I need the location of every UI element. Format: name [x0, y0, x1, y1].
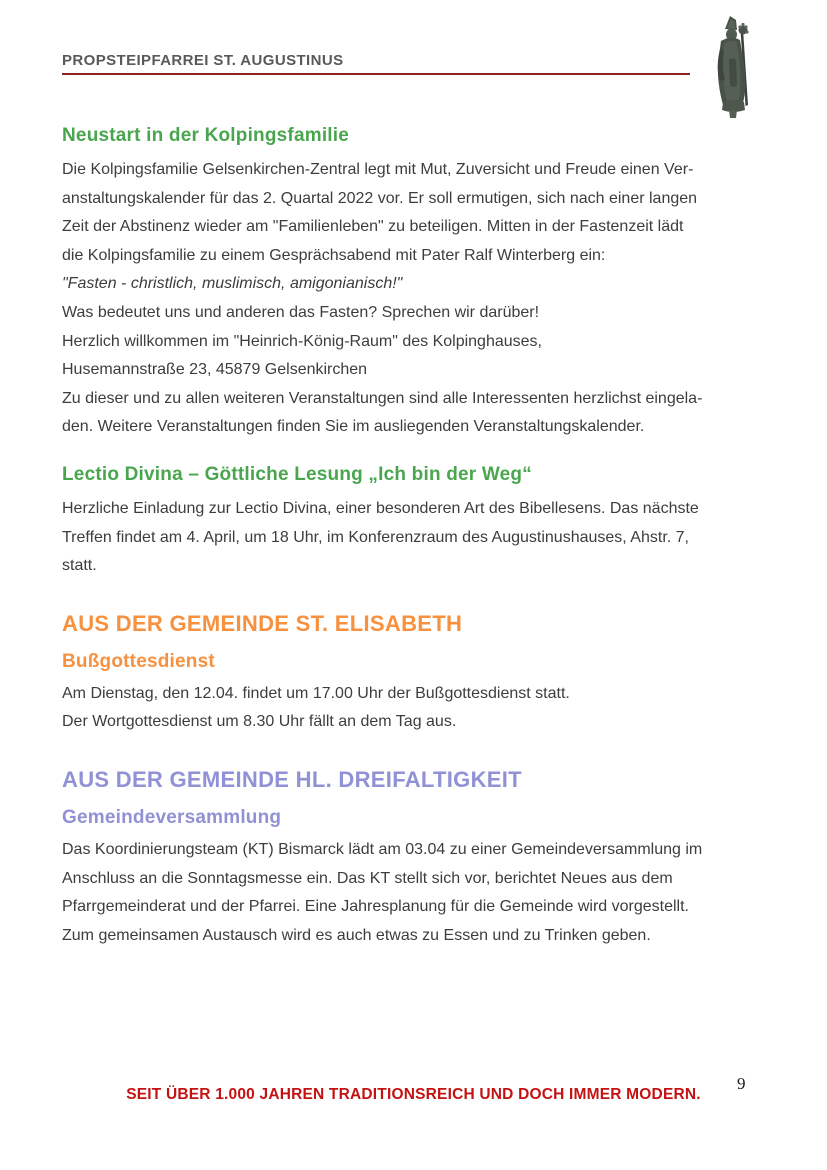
body-line: Pfarrgemeinderat und der Pfarrei. Eine Jahresplanung für die Gemeinde wird vorgestellt. [62, 898, 689, 916]
section-heading-lectio: Lectio Divina – Göttliche Lesung „Ich bin der Weg“ [62, 463, 532, 485]
header-rule [62, 73, 690, 75]
page-header-title: PROPSTEIPFARREI ST. AUGUSTINUS [62, 52, 344, 69]
paragraph-dreifaltigkeit [62, 836, 765, 950]
bishop-statue-icon [703, 13, 765, 119]
quote-line: "Fasten - christlich, muslimisch, amigonianisch!" [62, 275, 403, 293]
body-line: Das Koordinierungsteam (KT) Bismarck lädt am 03.04 zu einer Gemeindeversammlung im [62, 840, 703, 858]
body-line: Anschluss an die Sonntagsmesse ein. Das KT stellt sich vor, berichtet Neues aus dem [62, 869, 673, 887]
body-line: die Kolpingsfamilie zu einem Gesprächsabend mit Pater Ralf Winterberg ein: [62, 246, 606, 264]
paragraph-elisabeth [62, 680, 765, 737]
body-line: Am Dienstag, den 12.04. findet um 17.00 Uhr der Bußgottesdienst statt. [62, 684, 570, 702]
body-line: Zum gemeinsamen Austausch wird es auch etwas zu Essen und zu Trinken geben. [62, 926, 651, 944]
subheading-gemeindeversammlung: Gemeindeversammlung [62, 806, 282, 828]
body-line: Herzliche Einladung zur Lectio Divina, einer besonderen Art des Bibellesens. Das nächste [62, 499, 699, 517]
paragraph-lectio [62, 495, 765, 581]
body-line: statt. [62, 557, 97, 575]
paragraph-kolping [62, 156, 765, 442]
body-line: anstaltungskalender für das 2. Quartal 2022 vor. Er soll ermutigen, sich nach einer langen [62, 189, 698, 207]
body-line: den. Weitere Veranstaltungen finden Sie im ausliegenden Veranstaltungskalender. [62, 418, 645, 436]
body-line: Herzlich willkommen im "Heinrich-König-Raum" des Kolpinghauses, [62, 332, 542, 350]
body-line: Zu dieser und zu allen weiteren Veranstaltungen sind alle Interessenten herzlichst eingela- [62, 389, 703, 407]
section-heading-dreifaltigkeit: AUS DER GEMEINDE HL. DREIFALTIGKEIT [62, 766, 522, 792]
body-line: Husemannstraße 23, 45879 Gelsenkirchen [62, 361, 368, 379]
page-number: 9 [737, 1074, 746, 1093]
subheading-bussgottesdienst: Bußgottesdienst [62, 650, 215, 672]
body-line: Was bedeutet uns und anderen das Fasten? Sprechen wir darüber! [62, 303, 540, 321]
footer-motto: SEIT ÜBER 1.000 JAHREN TRADITIONSREICH UND DOCH IMMER MODERN. [126, 1086, 701, 1103]
body-line: Zeit der Abstinenz wieder am "Familienleben" zu beteiligen. Mitten in der Fastenzeit lädt [62, 218, 684, 236]
body-line: Treffen findet am 4. April, um 18 Uhr, im Konferenzraum des Augustinushauses, Ahstr. 7, [62, 528, 689, 546]
section-heading-elisabeth: AUS DER GEMEINDE ST. ELISABETH [62, 610, 463, 636]
body-line: Die Kolpingsfamilie Gelsenkirchen-Zentral legt mit Mut, Zuversicht und Freude einen Ver- [62, 161, 694, 178]
section-heading-kolping: Neustart in der Kolpingsfamilie [62, 125, 350, 146]
body-line: Der Wortgottesdienst um 8.30 Uhr fällt an dem Tag aus. [62, 713, 457, 731]
